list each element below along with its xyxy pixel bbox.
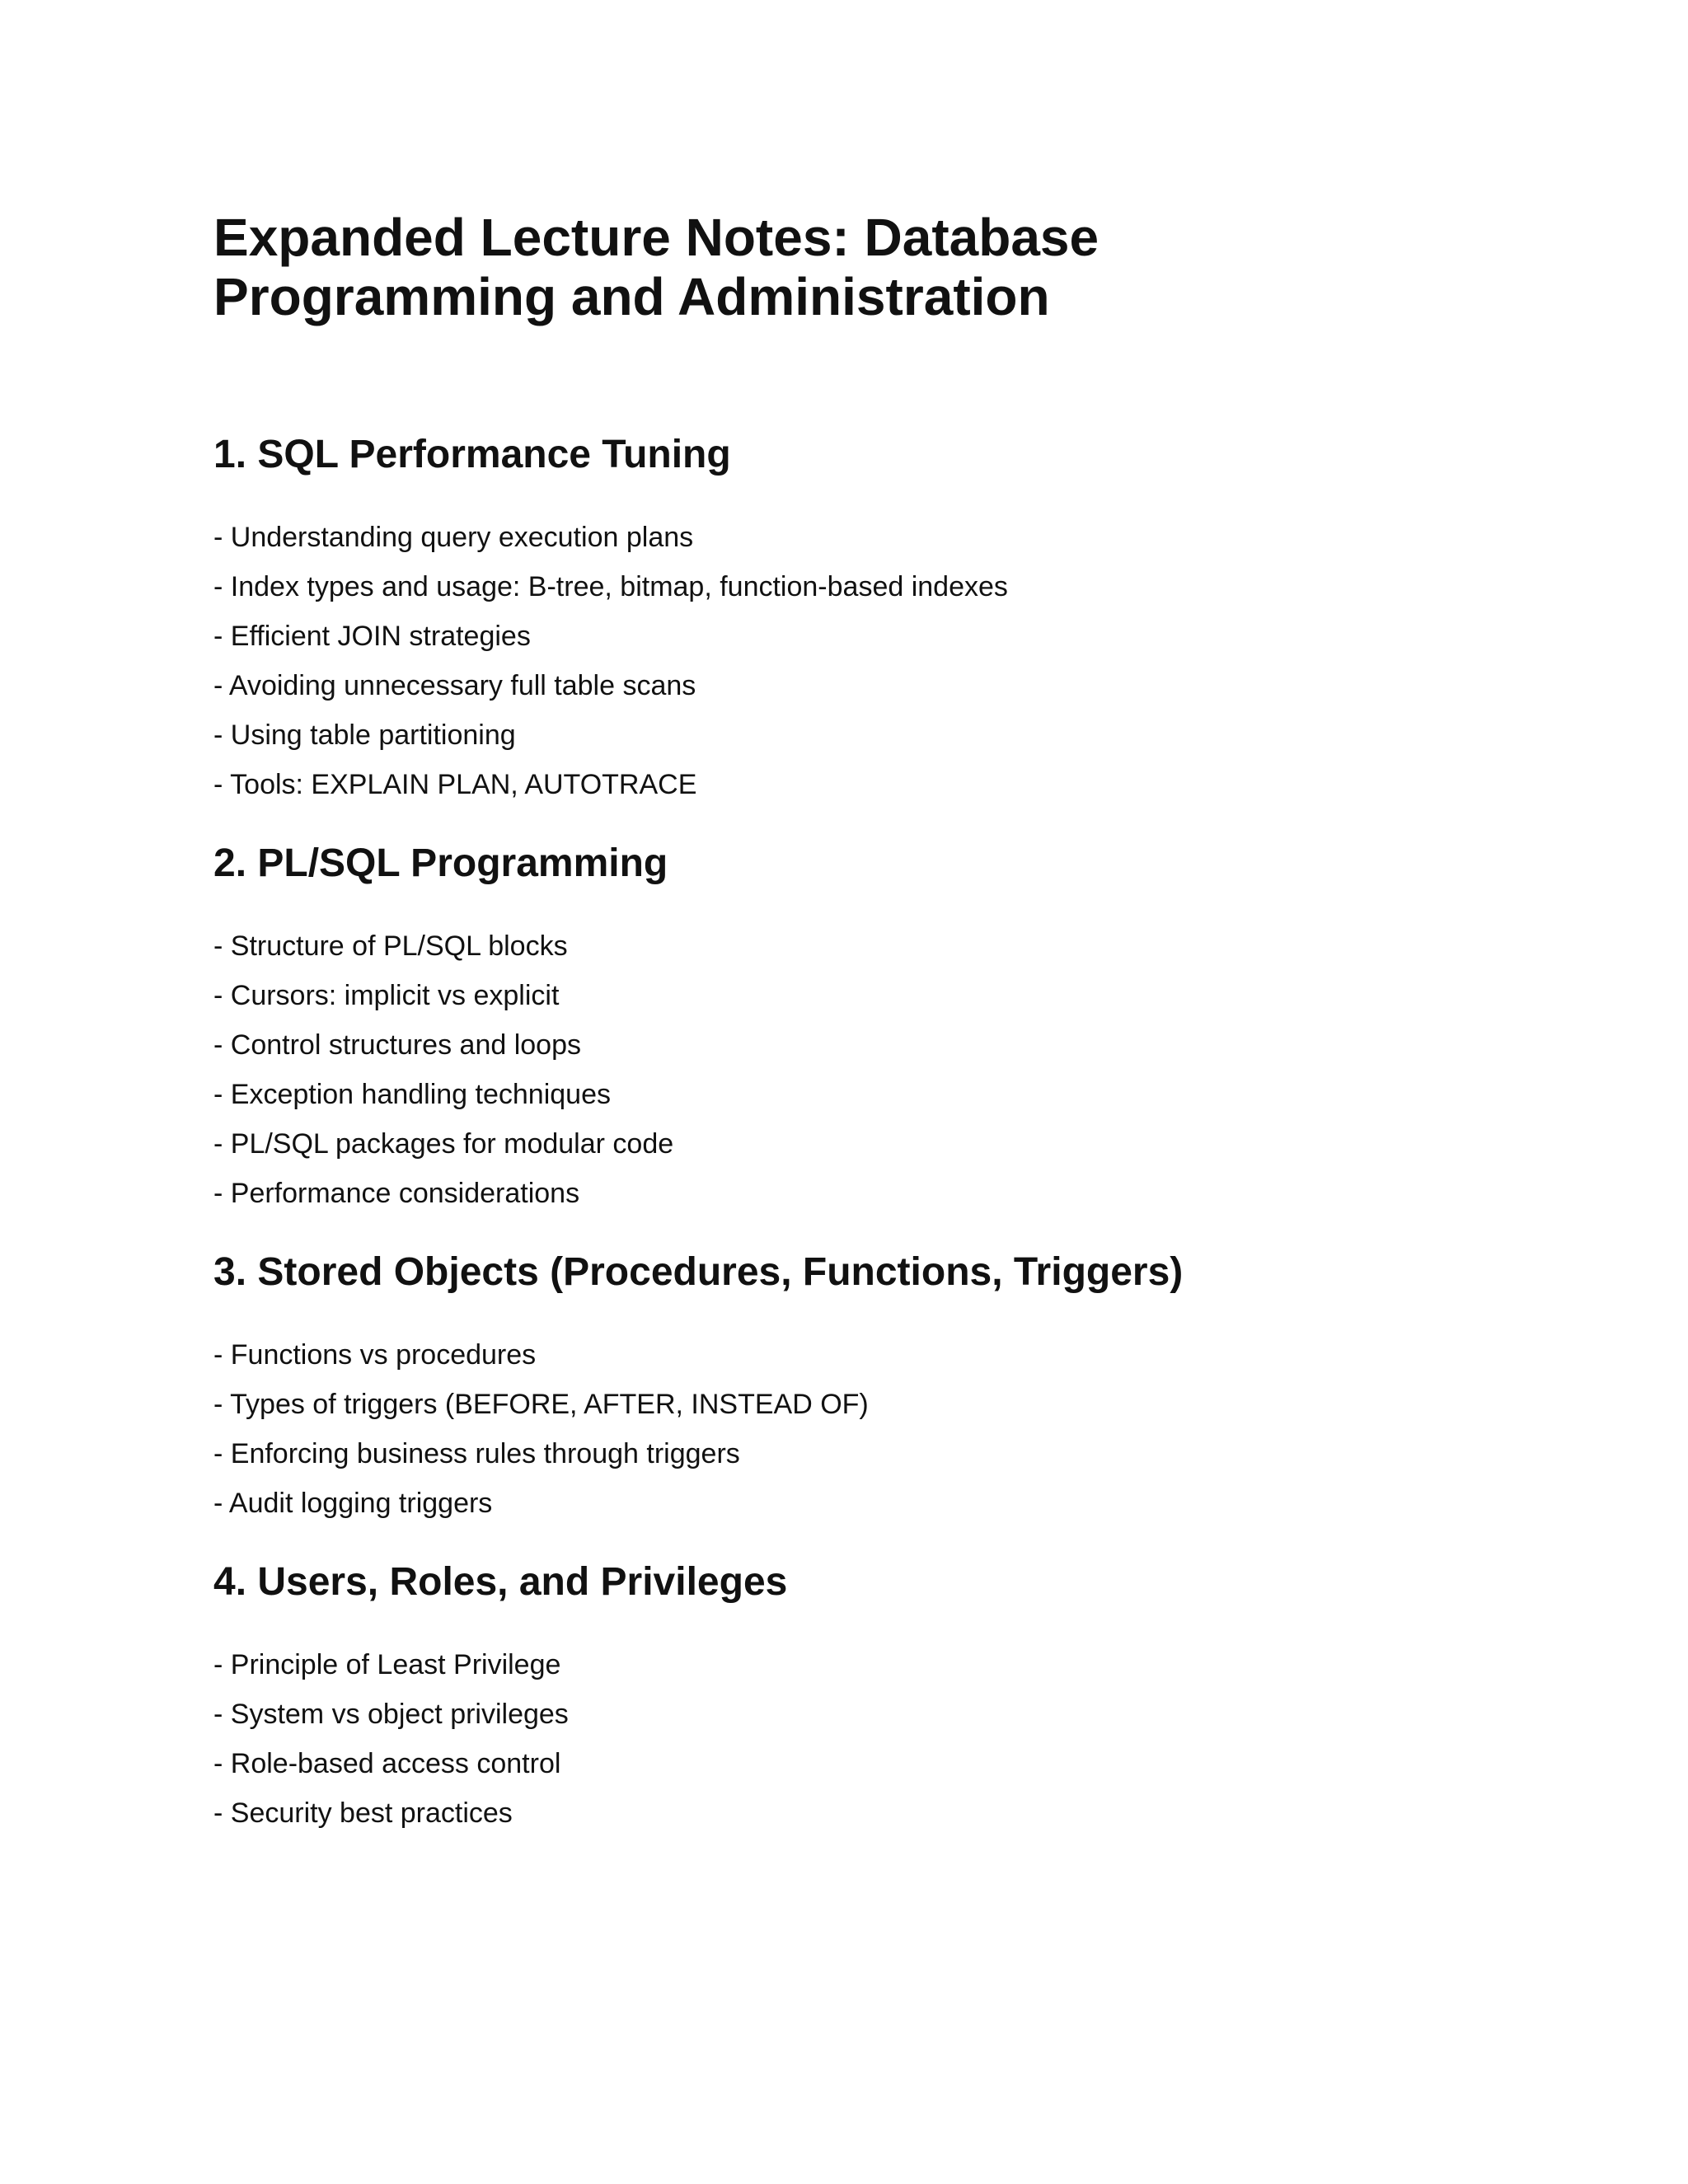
list-item: - PL/SQL packages for modular code	[213, 1128, 674, 1160]
section-plsql-programming	[213, 841, 1499, 1218]
list-item: - Using table partitioning	[213, 719, 516, 751]
bullet-list	[213, 1330, 1499, 1528]
list-item: - Performance considerations	[213, 1178, 580, 1209]
section-heading: 4. Users, Roles, and Privileges	[213, 1560, 788, 1604]
document-content	[213, 208, 1499, 1838]
list-item: - Security best practices	[213, 1797, 513, 1829]
list-item: - Index types and usage: B-tree, bitmap, function-based indexes	[213, 571, 1008, 602]
list-item: - Principle of Least Privilege	[213, 1649, 561, 1680]
list-item: - Audit logging triggers	[213, 1488, 493, 1519]
section-stored-objects	[213, 1249, 1499, 1528]
list-item: - Structure of PL/SQL blocks	[213, 930, 568, 962]
list-item: - Exception handling techniques	[213, 1079, 611, 1110]
bullet-list	[213, 513, 1499, 809]
section-users-roles-privileges	[213, 1559, 1499, 1838]
bullet-list	[213, 921, 1499, 1218]
list-item: - Control structures and loops	[213, 1029, 581, 1061]
section-heading: 1. SQL Performance Tuning	[213, 433, 731, 476]
list-item: - Cursors: implicit vs explicit	[213, 980, 560, 1011]
list-item: - Functions vs procedures	[213, 1339, 537, 1371]
section-heading: 3. Stored Objects (Procedures, Functions, Triggers)	[213, 1250, 1184, 1294]
section-heading: 2. PL/SQL Programming	[213, 841, 668, 885]
section-sql-performance-tuning	[213, 432, 1499, 809]
list-item: - Types of triggers (BEFORE, AFTER, INSTEAD OF)	[213, 1389, 869, 1420]
list-item: - Role-based access control	[213, 1748, 561, 1779]
list-item: - Avoiding unnecessary full table scans	[213, 670, 696, 701]
list-item: - Enforcing business rules through triggers	[213, 1438, 740, 1469]
list-item: - Tools: EXPLAIN PLAN, AUTOTRACE	[213, 769, 697, 800]
list-item: - Efficient JOIN strategies	[213, 621, 531, 652]
list-item: - Understanding query execution plans	[213, 522, 694, 553]
list-item: - System vs object privileges	[213, 1699, 569, 1730]
bullet-list	[213, 1640, 1499, 1838]
document-title: Expanded Lecture Notes: Database Programming and Administration	[213, 208, 1100, 326]
